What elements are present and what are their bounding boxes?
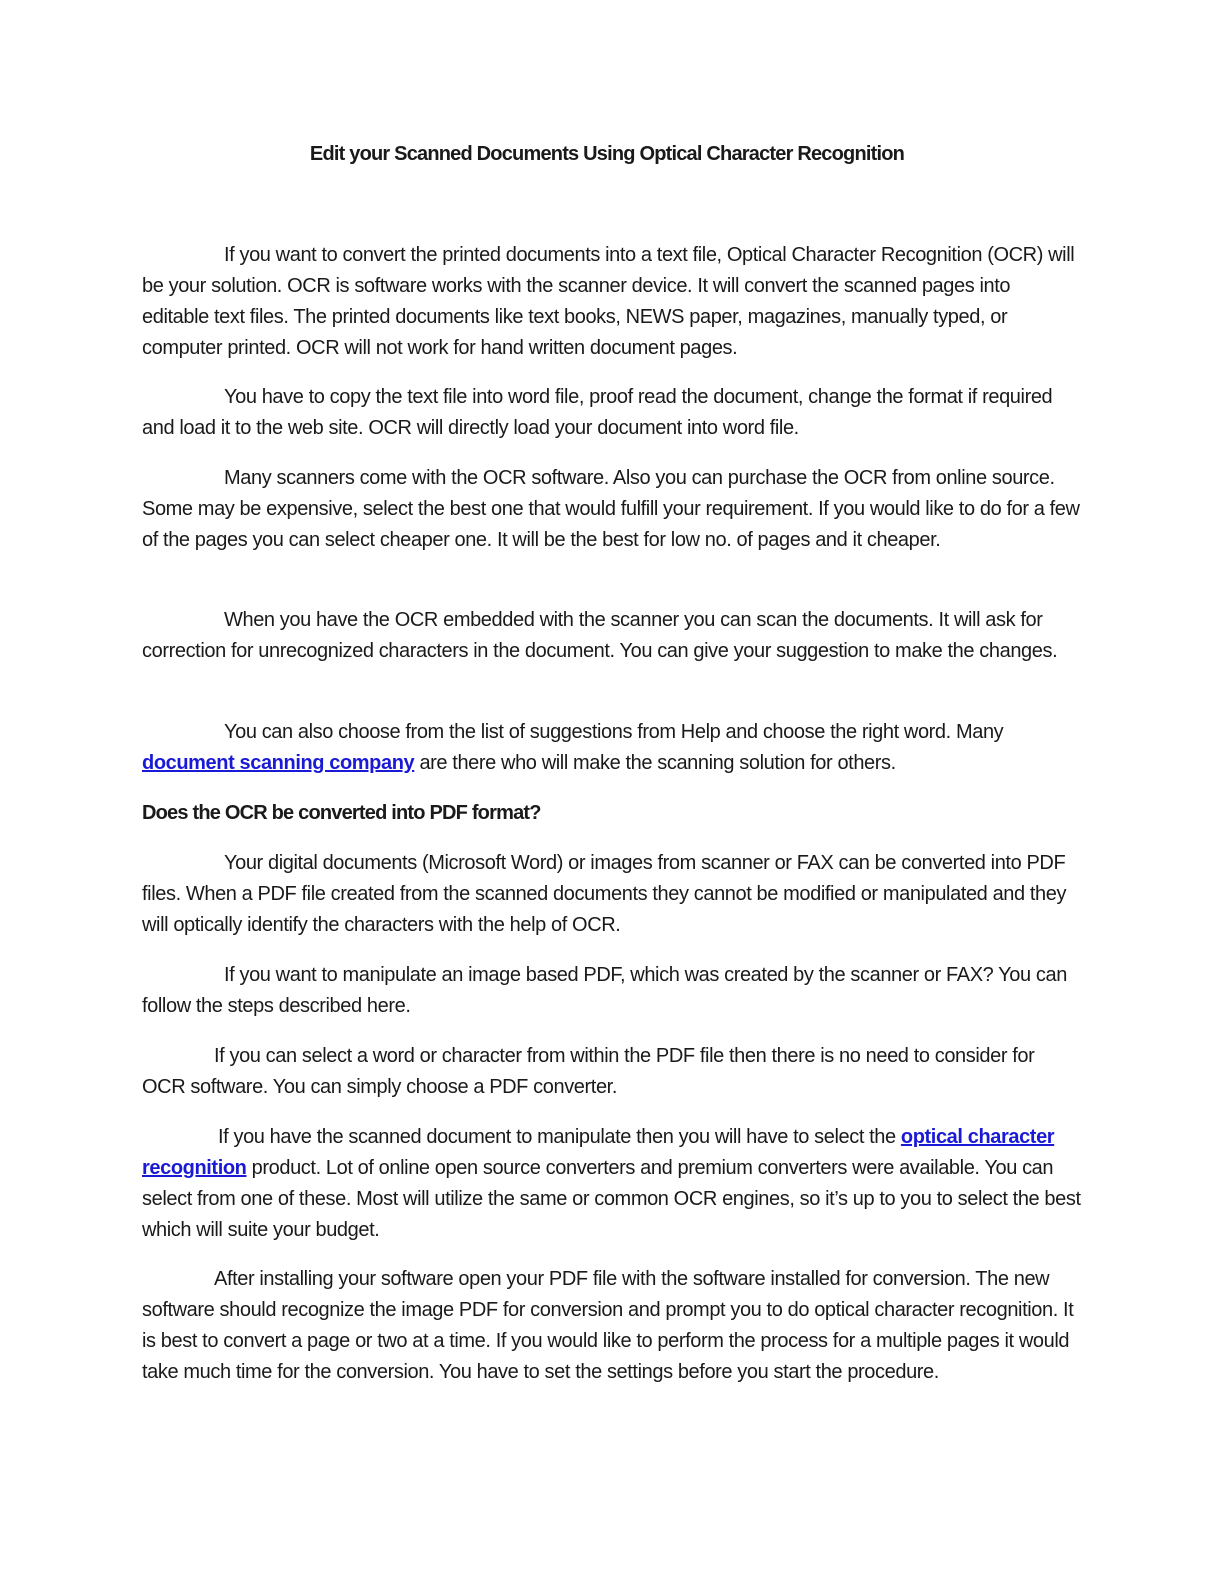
paragraph-installing-software-text: After installing your software open your PDF file with the software installed for conversion. The new software should recognize the image PDF for conversion and prompt you to do optical character recognition. It is best to convert a page or two at a time. If you would like to perform the process for a multiple pages it would take much time for the conversion. You have to set the settings before you start the procedure. [142,1268,1074,1383]
document-scanning-company-link[interactable]: document scanning company [142,752,415,774]
paragraph-intro [142,240,1082,364]
paragraph-digital-documents-text: Your digital documents (Microsoft Word) or images from scanner or FAX can be converted into PDF files. When a PDF file created from the scanned documents they cannot be modified or manipulated and they will optically identify the characters with the help of OCR. [142,852,1067,936]
paragraph-copy-text [142,382,1082,444]
optical-character-recognition-link[interactable]: optical character recognition [142,1126,1055,1179]
paragraph-copy-text-text: You have to copy the text file into word file, proof read the document, change the format if required and load it to the web site. OCR will directly load your document into word file. [142,386,1053,439]
paragraph-suggestions-text-before: You can also choose from the list of suggestions from Help and choose the right word. Many [224,721,1004,743]
paragraph-manipulate-pdf-text: If you want to manipulate an image based PDF, which was created by the scanner or FAX? You can follow the steps described here. [142,964,1067,1017]
paragraph-select-word-text: If you can select a word or character from within the PDF file then there is no need to consider for OCR software. You can simply choose a PDF converter. [142,1045,1035,1098]
paragraph-scanners [142,463,1082,556]
paragraph-suggestions [142,717,1082,779]
paragraph-intro-text: If you want to convert the printed documents into a text file, Optical Character Recognition (OCR) will be your solution. OCR is software works with the scanner device. It will convert the scanned pages into editable text files. The printed documents like text books, NEWS paper, magazines, manually typed, or computer printed. OCR will not work for hand written document pages. [142,244,1075,359]
paragraph-scanners-text: Many scanners come with the OCR software. Also you can purchase the OCR from online source. Some may be expensive, select the best one that would fulfill your requirement. If you would like to do for a few of the pages you can select cheaper one. It will be the best for low no. of pages and it cheaper. [142,467,1080,551]
paragraph-installing-software [142,1264,1082,1388]
paragraph-scanned-document-text-after: product. Lot of online open source converters and premium converters were available. You can select from one of these. Most will utilize the same or common OCR engines, so it’s up to you to select the best which will suite your budget. [142,1157,1081,1241]
section-heading-pdf: Does the OCR be converted into PDF format? [142,802,541,824]
paragraph-select-word [142,1041,1082,1103]
paragraph-manipulate-pdf [142,960,1082,1022]
paragraph-scanned-document [142,1122,1082,1246]
paragraph-digital-documents [142,848,1082,941]
document-title: Edit your Scanned Documents Using Optical Character Recognition [309,143,905,165]
paragraph-scanned-document-text-before: If you have the scanned document to manipulate then you will have to select the [218,1126,901,1148]
paragraph-embedded-ocr [142,605,1082,667]
paragraph-embedded-ocr-text: When you have the OCR embedded with the scanner you can scan the documents. It will ask for correction for unrecognized characters in the document. You can give your suggestion to make the changes. [142,609,1058,662]
paragraph-suggestions-text-after: are there who will make the scanning solution for others. [414,752,896,774]
